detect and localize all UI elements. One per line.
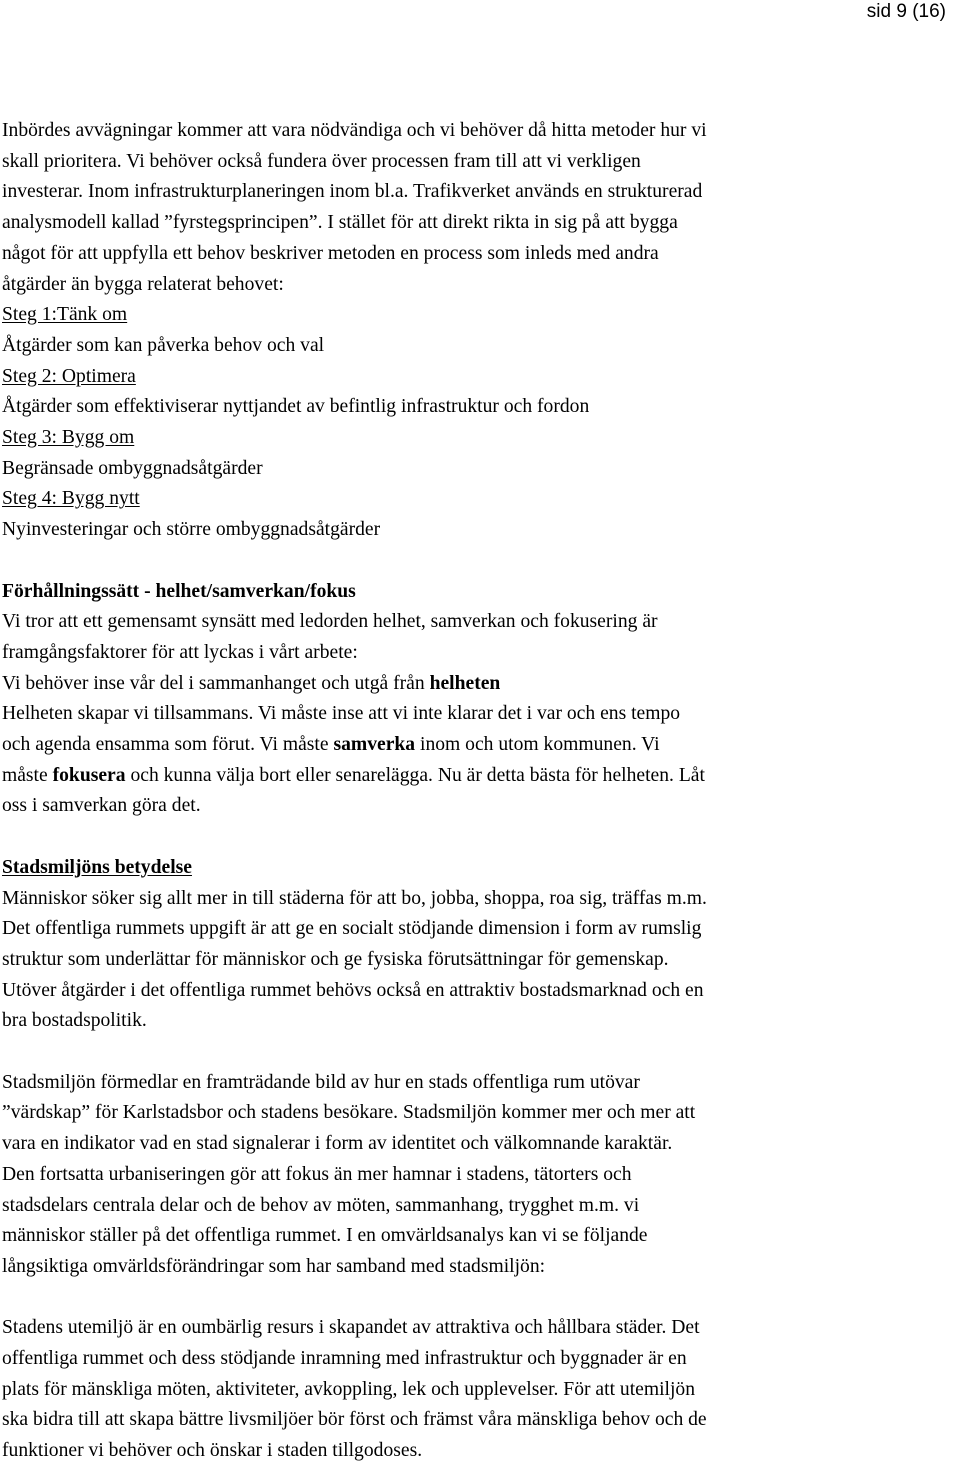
text-line: Utöver åtgärder i det offentliga rummet behövs också en attraktiv bostadsmarknad och en — [2, 979, 704, 1001]
text-line — [2, 669, 952, 700]
city-section — [2, 853, 952, 1467]
text-span: och agenda ensamma som förut. Vi måste — [2, 734, 334, 756]
text-span: Vi behöver inse vår del i sammanhanget och utgå från — [2, 672, 430, 694]
text-span: och kunna välja bort eller senarelägga. Nu är detta bästa för helheten. Låt — [125, 764, 705, 786]
text-line: ”värdskap” för Karlstadsbor och stadens besökare. Stadsmiljön kommer mer och mer att — [2, 1102, 696, 1124]
text-line: Det offentliga rummets uppgift är att ge en socialt stödjande dimension i form av rumslig — [2, 918, 702, 940]
text-line: investerar. Inom infrastrukturplaneringen inom bl.a. Trafikverket används en strukturerad — [2, 181, 703, 203]
text-line: funktioner vi behöver och önskar i staden tillgodoses. — [2, 1440, 423, 1462]
paragraph-spacer — [2, 1283, 952, 1314]
step-title: Steg 3: Bygg om — [2, 427, 135, 449]
text-line: Inbördes avvägningar kommer att vara nödvändiga och vi behöver då hitta metoder hur vi — [2, 120, 707, 141]
section-heading: Stadsmiljöns betydelse — [2, 856, 192, 878]
step-title: Steg 2: Optimera — [2, 365, 136, 387]
text-line: Stadens utemiljö är en oumbärlig resurs i skapandet av attraktiva och hållbara städer. Det — [2, 1317, 700, 1339]
text-line: ska bidra till att skapa bättre livsmiljöer bör först och främst våra mänskliga behov och de — [2, 1409, 707, 1431]
city-paragraph-1 — [2, 884, 952, 1038]
step-description: Åtgärder som effektiviserar nyttjandet av befintlig infrastruktur och fordon — [2, 396, 590, 418]
text-line: Människor söker sig allt mer in till städerna för att bo, jobba, shoppa, roa sig, träffas m.m. — [2, 887, 707, 909]
intro-paragraph — [2, 116, 952, 300]
city-paragraph-2 — [2, 1068, 952, 1283]
text-line: Vi tror att ett gemensamt synsätt med ledorden helhet, samverkan och fokusering är — [2, 611, 658, 633]
step-title: Steg 1:Tänk om — [2, 304, 128, 326]
paragraph-spacer — [2, 822, 952, 853]
text-line: människor ställer på det offentliga rummet. I en omvärldsanalys kan vi se följande — [2, 1225, 648, 1247]
paragraph-spacer — [2, 1037, 952, 1068]
text-line — [2, 730, 952, 761]
text-line: långsiktiga omvärldsförändringar som har samband med stadsmiljön: — [2, 1255, 546, 1277]
text-line: Helheten skapar vi tillsammans. Vi måste inse att vi inte klarar det i var och ens tempo — [2, 703, 681, 725]
text-span: måste — [2, 764, 53, 786]
step-description: Åtgärder som kan påverka behov och val — [2, 334, 325, 356]
text-line: vara en indikator vad en stad signalerar i form av identitet och välkomnande karaktär. — [2, 1133, 673, 1155]
text-line: något för att uppfylla ett behov beskriver metoden en process som inleds med andra — [2, 242, 659, 264]
paragraph-spacer — [2, 546, 952, 577]
text-line: bra bostadspolitik. — [2, 1010, 147, 1032]
step-description: Begränsade ombyggnadsåtgärder — [2, 457, 263, 479]
text-line: stadsdelars centrala delar och de behov av möten, sammanhang, trygghet m.m. vi — [2, 1194, 640, 1216]
step-description: Nyinvesteringar och större ombyggnadsåtgärder — [2, 519, 381, 541]
text-line: åtgärder än bygga relaterat behovet: — [2, 273, 284, 295]
text-line: oss i samverkan göra det. — [2, 795, 201, 817]
step-title: Steg 4: Bygg nytt — [2, 488, 140, 510]
text-line: Den fortsatta urbaniseringen gör att fokus än mer hamnar i stadens, tätorters och — [2, 1163, 632, 1185]
text-line: offentliga rummet och dess stödjande inramning med infrastruktur och byggnader är en — [2, 1348, 687, 1370]
text-line: Stadsmiljön förmedlar en framträdande bild av hur en stads offentliga rum utövar — [2, 1071, 640, 1093]
city-paragraph-3 — [2, 1313, 952, 1467]
emphasis-helheten: helheten — [429, 672, 501, 694]
section-heading: Förhållningssätt - helhet/samverkan/fokus — [2, 580, 356, 602]
text-line: skall prioritera. Vi behöver också fundera över processen fram till att vi verkligen — [2, 150, 641, 172]
emphasis-fokusera: fokusera — [52, 764, 126, 786]
steps-list — [2, 300, 952, 546]
text-line: struktur som underlättar för människor och ge fysiska förutsättningar för gemenskap. — [2, 948, 669, 970]
document-body — [2, 116, 952, 1467]
text-span: inom och utom kommunen. Vi — [415, 734, 660, 756]
text-line: analysmodell kallad ”fyrstegsprincipen”. I stället för att direkt rikta in sig på att bygga — [2, 212, 678, 234]
text-line: framgångsfaktorer för att lyckas i vårt arbete: — [2, 641, 358, 663]
page-number: sid 9 (16) — [866, 1, 946, 22]
text-line — [2, 761, 952, 792]
approach-section — [2, 577, 952, 823]
emphasis-samverka: samverka — [333, 734, 416, 756]
text-line: plats för mänskliga möten, aktiviteter, avkoppling, lek och upplevelser. För att utemiljön — [2, 1378, 696, 1400]
